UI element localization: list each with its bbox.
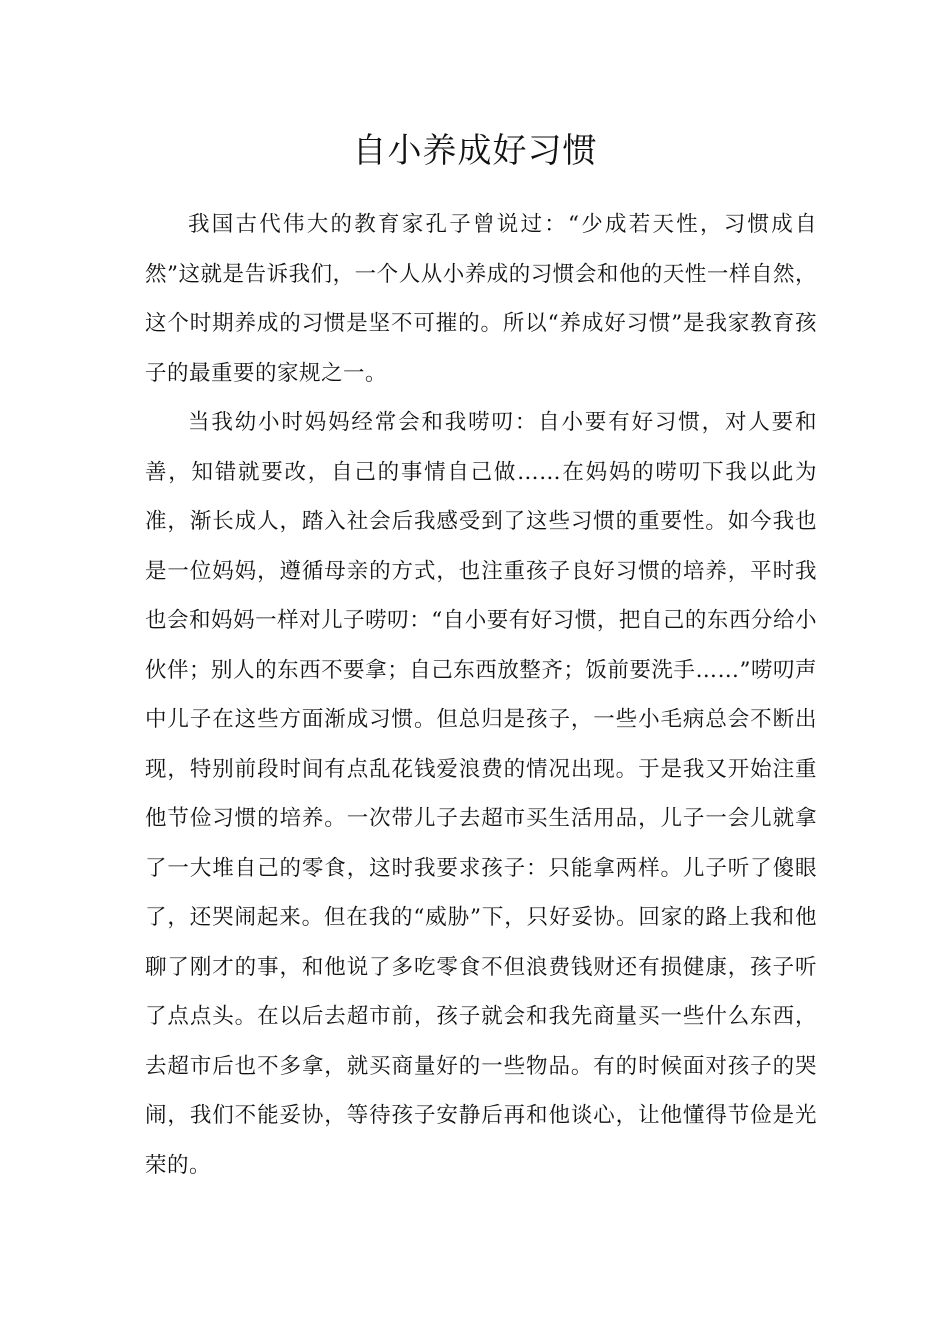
- document-body: [145, 200, 817, 1190]
- paragraph-story: 当我幼小时妈妈经常会和我唠叨：自小要有好习惯，对人要和善，知错就要改，自己的事情自己做……在妈妈的唠叨下我以此为准，渐长成人，踏入社会后我感受到了这些习惯的重要性。如今我也是一位妈妈，遵循母亲的方式，也注重孩子良好习惯的培养，平时我也会和妈妈一样对儿子唠叨：“自小要有好习惯，把自己的东西分给小伙伴；别人的东西不要拿；自己东西放整齐；饭前要洗手……”唠叨声中儿子在这些方面渐成习惯。但总归是孩子，一些小毛病总会不断出现，特别前段时间有点乱花钱爱浪费的情况出现。于是我又开始注重他节俭习惯的培养。一次带儿子去超市买生活用品，儿子一会儿就拿了一大堆自己的零食，这时我要求孩子：只能拿两样。儿子听了傻眼了，还哭闹起来。但在我的“威胁”下，只好妥协。回家的路上我和他聊了刚才的事，和他说了多吃零食不但浪费钱财还有损健康，孩子听了点点头。在以后去超市前，孩子就会和我先商量买一些什么东西，去超市后也不多拿，就买商量好的一些物品。有的时候面对孩子的哭闹，我们不能妥协，等待孩子安静后再和他谈心，让他懂得节俭是光荣的。: [145, 410, 817, 1178]
- paragraph-intro: 我国古代伟大的教育家孔子曾说过：“少成若天性，习惯成自然”这就是告诉我们，一个人从小养成的习惯会和他的天性一样自然，这个时期养成的习惯是坚不可摧的。所以“养成好习惯”是我家教育孩子的最重要的家规之一。: [145, 212, 817, 386]
- document-title: 自小养成好习惯: [352, 131, 598, 171]
